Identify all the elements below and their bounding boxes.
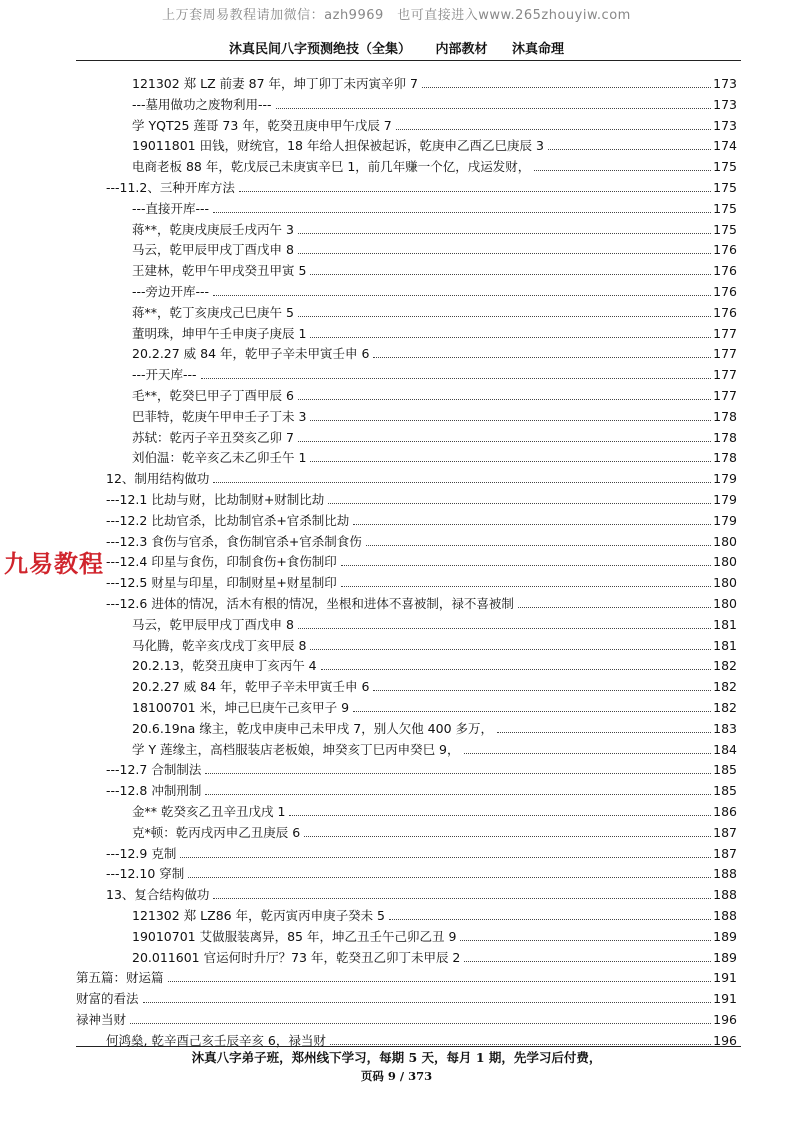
dot-leader xyxy=(464,753,712,754)
toc-entry-page: 175 xyxy=(713,200,737,216)
toc-entry-title: 20.2.27 威 84 年，乾甲子辛未甲寅壬申 6 xyxy=(132,679,370,695)
toc-entry-title: 克*顿：乾丙戌丙申乙丑庚辰 6 xyxy=(132,824,301,840)
dot-leader xyxy=(373,357,711,358)
toc-entry-title: ---直接开库--- xyxy=(132,200,210,216)
toc-row[interactable] xyxy=(0,570,793,591)
toc-row[interactable] xyxy=(0,612,793,633)
toc-entry-title: 12、制用结构做功 xyxy=(106,471,210,487)
toc-entry-page: 188 xyxy=(713,908,737,923)
toc-entry-title: 18100701 米，坤己巳庚午己亥甲子 9 xyxy=(132,700,350,715)
page-number: 页码 9 / 373 xyxy=(360,1069,433,1083)
toc-entry-page: 176 xyxy=(713,263,737,279)
toc-row[interactable] xyxy=(0,903,793,924)
toc-entry-page: 191 xyxy=(713,991,737,1007)
toc-entry-page: 181 xyxy=(713,616,737,632)
toc-entry-title: 13、复合结构做功 xyxy=(106,887,210,903)
dot-leader xyxy=(548,149,711,150)
toc-entry-page: 186 xyxy=(713,804,737,819)
toc-row[interactable] xyxy=(0,154,793,175)
toc-row[interactable] xyxy=(0,341,793,362)
toc-row[interactable] xyxy=(0,986,793,1007)
toc-entry-title: 马云，乾甲辰甲戌丁酉戊申 8 xyxy=(132,242,294,258)
dot-leader xyxy=(276,108,712,109)
toc-entry-page: 176 xyxy=(713,284,737,299)
toc-entry-title: 20.011601 官运何时升厅？73 年，乾癸丑乙卯丁未甲辰 2 xyxy=(132,949,461,965)
dot-leader xyxy=(328,503,711,504)
toc-entry-title: 电商老板 88 年，乾戊辰己未庚寅辛巳 1，前几年赚一个亿，戌运发财， xyxy=(132,159,531,175)
toc-entry-title: 121302 郑 LZ86 年，乾丙寅丙申庚子癸未 5 xyxy=(132,908,385,923)
toc-entry-page: 189 xyxy=(713,928,737,944)
dot-leader xyxy=(310,337,711,338)
dot-leader xyxy=(310,461,711,462)
dot-leader xyxy=(205,794,711,795)
toc-row[interactable] xyxy=(0,1007,793,1028)
dot-leader xyxy=(321,669,712,670)
toc-entry-title: ---12.6 进体的情况，活木有根的情况，坐根和进体不喜被制，禄不喜被制 xyxy=(106,596,514,611)
dot-leader xyxy=(304,836,711,837)
toc-entry-title: ---12.4 印星与食伤，印制食伤+食伤制印 xyxy=(106,554,337,570)
toc-entry-title: 何鸿燊, 乾辛酉己亥壬辰辛亥 6，禄当财 xyxy=(106,1032,326,1048)
dot-leader xyxy=(310,274,711,275)
toc-row[interactable] xyxy=(0,508,793,529)
toc-entry-page: 179 xyxy=(713,471,737,487)
dot-leader xyxy=(518,607,711,608)
toc-entry-page: 188 xyxy=(713,866,737,882)
toc-entry-title: 财富的看法 xyxy=(76,991,139,1007)
dot-leader xyxy=(310,649,711,650)
toc-row[interactable] xyxy=(0,362,793,383)
toc-row[interactable] xyxy=(0,258,793,279)
toc-entry-page: 178 xyxy=(713,429,737,445)
dot-leader xyxy=(298,316,711,317)
toc-row[interactable] xyxy=(0,175,793,196)
toc-row[interactable] xyxy=(0,529,793,550)
header-rule xyxy=(76,60,741,61)
toc-row[interactable] xyxy=(0,695,793,716)
dot-leader xyxy=(143,1002,712,1003)
toc-entry-title: 巴菲特，乾庚午甲申壬子丁未 3 xyxy=(132,408,307,424)
toc-entry-title: ---11.2、三种开库方法 xyxy=(106,180,235,195)
toc-entry-page: 183 xyxy=(713,720,737,736)
toc-row[interactable] xyxy=(0,196,793,217)
dot-leader xyxy=(389,919,711,920)
toc-row[interactable] xyxy=(0,591,793,612)
dot-leader xyxy=(341,586,711,587)
dot-leader xyxy=(298,233,711,234)
dot-leader xyxy=(366,545,711,546)
toc-entry-page: 196 xyxy=(713,1012,737,1027)
dot-leader xyxy=(213,295,711,296)
toc-entry-title: ---12.1 比劫与财，比劫制财+财制比劫 xyxy=(106,492,325,507)
toc-entry-title: 蒋**，乾丁亥庚戌己巳庚午 5 xyxy=(132,304,294,320)
toc-entry-page: 191 xyxy=(713,970,737,986)
toc-row[interactable] xyxy=(0,445,793,466)
top-banner: 上万套周易教程请加微信：azh9969 也可直接进入www.265zhouyiw.com xyxy=(162,8,631,23)
toc-entry-title: 马化腾，乾辛亥戊戌丁亥甲辰 8 xyxy=(132,637,307,653)
toc-entry-title: 金** 乾癸亥乙丑辛丑戊戌 1 xyxy=(132,804,286,819)
toc-entry-title: 20.2.27 威 84 年，乾甲子辛未甲寅壬申 6 xyxy=(132,346,370,362)
toc-entry-title: 学 YQT25 莲哥 73 年，乾癸丑庚申甲午戊辰 7 xyxy=(132,117,392,133)
toc-row[interactable] xyxy=(0,383,793,404)
toc-entry-page: 182 xyxy=(713,700,737,715)
toc-row[interactable] xyxy=(0,653,793,674)
dot-leader xyxy=(205,773,711,774)
toc-row[interactable] xyxy=(0,404,793,425)
toc-row[interactable] xyxy=(0,300,793,321)
toc-entry-title: 禄神当财 xyxy=(76,1012,127,1027)
toc-row[interactable] xyxy=(0,757,793,778)
toc-entry-title: 19011801 田钱，财统官，18 年给人担保被起诉，乾庚申乙酉乙巳庚辰 3 xyxy=(132,138,544,154)
toc-entry-page: 182 xyxy=(713,679,737,695)
toc-entry-title: 第五篇：财运篇 xyxy=(76,970,164,986)
toc-row[interactable] xyxy=(0,799,793,820)
toc-row[interactable] xyxy=(0,924,793,945)
toc-entry-page: 182 xyxy=(713,658,737,674)
toc-entry-title: ---12.2 比劫官杀，比劫制官杀+官杀制比劫 xyxy=(106,512,350,528)
toc-entry-title: ---12.10 穿制 xyxy=(106,866,185,882)
dot-leader xyxy=(353,524,711,525)
toc-entry-title: ---12.8 冲制刑制 xyxy=(106,783,202,799)
toc-entry-title: 马云，乾甲辰甲戌丁酉戊申 8 xyxy=(132,616,294,632)
toc-entry-page: 180 xyxy=(713,554,737,570)
toc-row[interactable] xyxy=(0,882,793,903)
toc-row[interactable] xyxy=(0,945,793,966)
toc-entry-title: ---12.9 克制 xyxy=(106,845,177,861)
toc-entry-page: 187 xyxy=(713,845,737,861)
toc-row[interactable] xyxy=(0,778,793,799)
dot-leader xyxy=(497,732,711,733)
header-tag: 内部教材 xyxy=(435,42,488,57)
toc-entry-page: 177 xyxy=(713,325,737,341)
toc-entry-page: 179 xyxy=(713,492,737,507)
footer-line: 沐真八字弟子班，郑州线下学习，每期 5 天，每月 1 期，先学习后付费， xyxy=(191,1050,602,1065)
toc-entry-page: 174 xyxy=(713,138,737,154)
toc-entry-page: 178 xyxy=(713,408,737,424)
toc-row[interactable] xyxy=(0,820,793,841)
dot-leader xyxy=(298,441,711,442)
toc-row[interactable] xyxy=(0,133,793,154)
toc-entry-page: 173 xyxy=(713,96,737,112)
toc-row[interactable] xyxy=(0,861,793,882)
toc-entry-page: 187 xyxy=(713,824,737,840)
toc-row[interactable] xyxy=(0,71,793,92)
dot-leader xyxy=(353,711,711,712)
toc-entry-page: 173 xyxy=(713,117,737,133)
toc-entry-page: 180 xyxy=(713,596,737,611)
toc-entry-page: 176 xyxy=(713,242,737,258)
toc-entry-title: 苏轼：乾丙子辛丑癸亥乙卯 7 xyxy=(132,429,294,445)
dot-leader xyxy=(396,129,711,130)
toc-entry-page: 185 xyxy=(713,762,737,778)
toc-entry-title: 20.2.13，乾癸丑庚申丁亥丙午 4 xyxy=(132,658,317,674)
toc-row[interactable] xyxy=(0,237,793,258)
dot-leader xyxy=(188,877,711,878)
toc-entry-page: 175 xyxy=(713,221,737,237)
toc-row[interactable] xyxy=(0,674,793,695)
toc-entry-page: 177 xyxy=(713,388,737,403)
dot-leader xyxy=(341,565,711,566)
dot-leader xyxy=(168,981,712,982)
footer-rule xyxy=(76,1046,741,1047)
dot-leader xyxy=(180,857,711,858)
toc-entry-title: 蒋**，乾庚戌庚辰壬戌丙午 3 xyxy=(132,221,294,237)
toc-entry-title: ---旁边开库--- xyxy=(132,284,210,299)
toc-entry-page: 196 xyxy=(713,1032,737,1048)
toc-entry-title: ---12.5 财星与印星，印制财星+财星制印 xyxy=(106,575,337,591)
toc-row[interactable] xyxy=(0,321,793,342)
toc-entry-title: 19010701 艾做服装离异，85 年，坤乙丑壬午己卯乙丑 9 xyxy=(132,928,457,944)
toc-entry-page: 177 xyxy=(713,367,737,383)
header-brand: 沐真命理 xyxy=(512,42,565,57)
dot-leader xyxy=(460,940,711,941)
toc-row[interactable] xyxy=(0,113,793,134)
watermark: 九易教程 xyxy=(4,550,104,578)
toc-row[interactable] xyxy=(0,466,793,487)
toc-entry-page: 175 xyxy=(713,159,737,175)
dot-leader xyxy=(239,191,711,192)
dot-leader xyxy=(130,1023,711,1024)
toc-row[interactable] xyxy=(0,965,793,986)
toc-entry-page: 178 xyxy=(713,450,737,466)
toc-entry-page: 189 xyxy=(713,949,737,965)
dot-leader xyxy=(289,815,711,816)
toc-entry-title: ---墓用做功之废物利用--- xyxy=(132,96,272,112)
toc-entry-page: 177 xyxy=(713,346,737,362)
dot-leader xyxy=(298,628,711,629)
dot-leader xyxy=(330,1044,711,1045)
toc-row[interactable] xyxy=(0,737,793,758)
toc-entry-title: 董明珠，坤甲午壬申庚子庚辰 1 xyxy=(132,325,307,341)
document-header xyxy=(0,38,793,57)
dot-leader xyxy=(213,898,711,899)
toc-row[interactable] xyxy=(0,92,793,113)
toc-entry-page: 180 xyxy=(713,575,737,591)
toc-entry-page: 176 xyxy=(713,304,737,320)
dot-leader xyxy=(534,170,711,171)
dot-leader xyxy=(373,690,711,691)
toc-row[interactable] xyxy=(0,633,793,654)
toc-entry-page: 173 xyxy=(713,76,737,91)
toc-entry-title: 121302 郑 LZ 前妻 87 年，坤丁卯丁未丙寅辛卯 7 xyxy=(132,76,418,91)
toc-entry-title: ---开天库--- xyxy=(132,367,197,383)
dot-leader xyxy=(213,212,711,213)
toc-row[interactable] xyxy=(0,217,793,238)
toc-entry-page: 184 xyxy=(713,741,737,757)
dot-leader xyxy=(464,961,711,962)
toc-entry-page: 181 xyxy=(713,637,737,653)
toc-entry-title: ---12.3 食伤与官杀，食伤制官杀+官杀制食伤 xyxy=(106,533,362,549)
dot-leader xyxy=(298,399,711,400)
toc-entry-title: 20.6.19na 缘主，乾戊申庚申己未甲戌 7，别人欠他 400 多万， xyxy=(132,720,493,736)
toc-row[interactable] xyxy=(0,549,793,570)
toc-entry-page: 185 xyxy=(713,783,737,799)
toc-entry-page: 188 xyxy=(713,887,737,903)
toc-row[interactable] xyxy=(0,425,793,446)
toc-entry-title: 刘伯温：乾辛亥乙未乙卯壬午 1 xyxy=(132,450,307,466)
toc-entry-title: 毛**，乾癸巳甲子丁酉甲辰 6 xyxy=(132,388,294,403)
toc-entry-page: 175 xyxy=(713,180,737,195)
toc-row[interactable] xyxy=(0,279,793,300)
toc-entry-page: 180 xyxy=(713,533,737,549)
toc-entry-title: 学 Y 莲缘主，高档服装店老板娘，坤癸亥丁巳丙申癸巳 9， xyxy=(132,741,460,757)
dot-leader xyxy=(310,420,711,421)
toc-entry-title: ---12.7 合制制法 xyxy=(106,762,202,778)
toc-entry-page: 179 xyxy=(713,512,737,528)
dot-leader xyxy=(201,378,712,379)
dot-leader xyxy=(422,87,711,88)
dot-leader xyxy=(298,253,711,254)
toc-entry-title: 王建林，乾甲午甲戌癸丑甲寅 5 xyxy=(132,263,307,279)
toc-row[interactable] xyxy=(0,716,793,737)
dot-leader xyxy=(213,482,711,483)
header-title: 沐真民间八字预测绝技（全集） xyxy=(228,42,411,57)
toc-row[interactable] xyxy=(0,487,793,508)
toc-row[interactable] xyxy=(0,841,793,862)
